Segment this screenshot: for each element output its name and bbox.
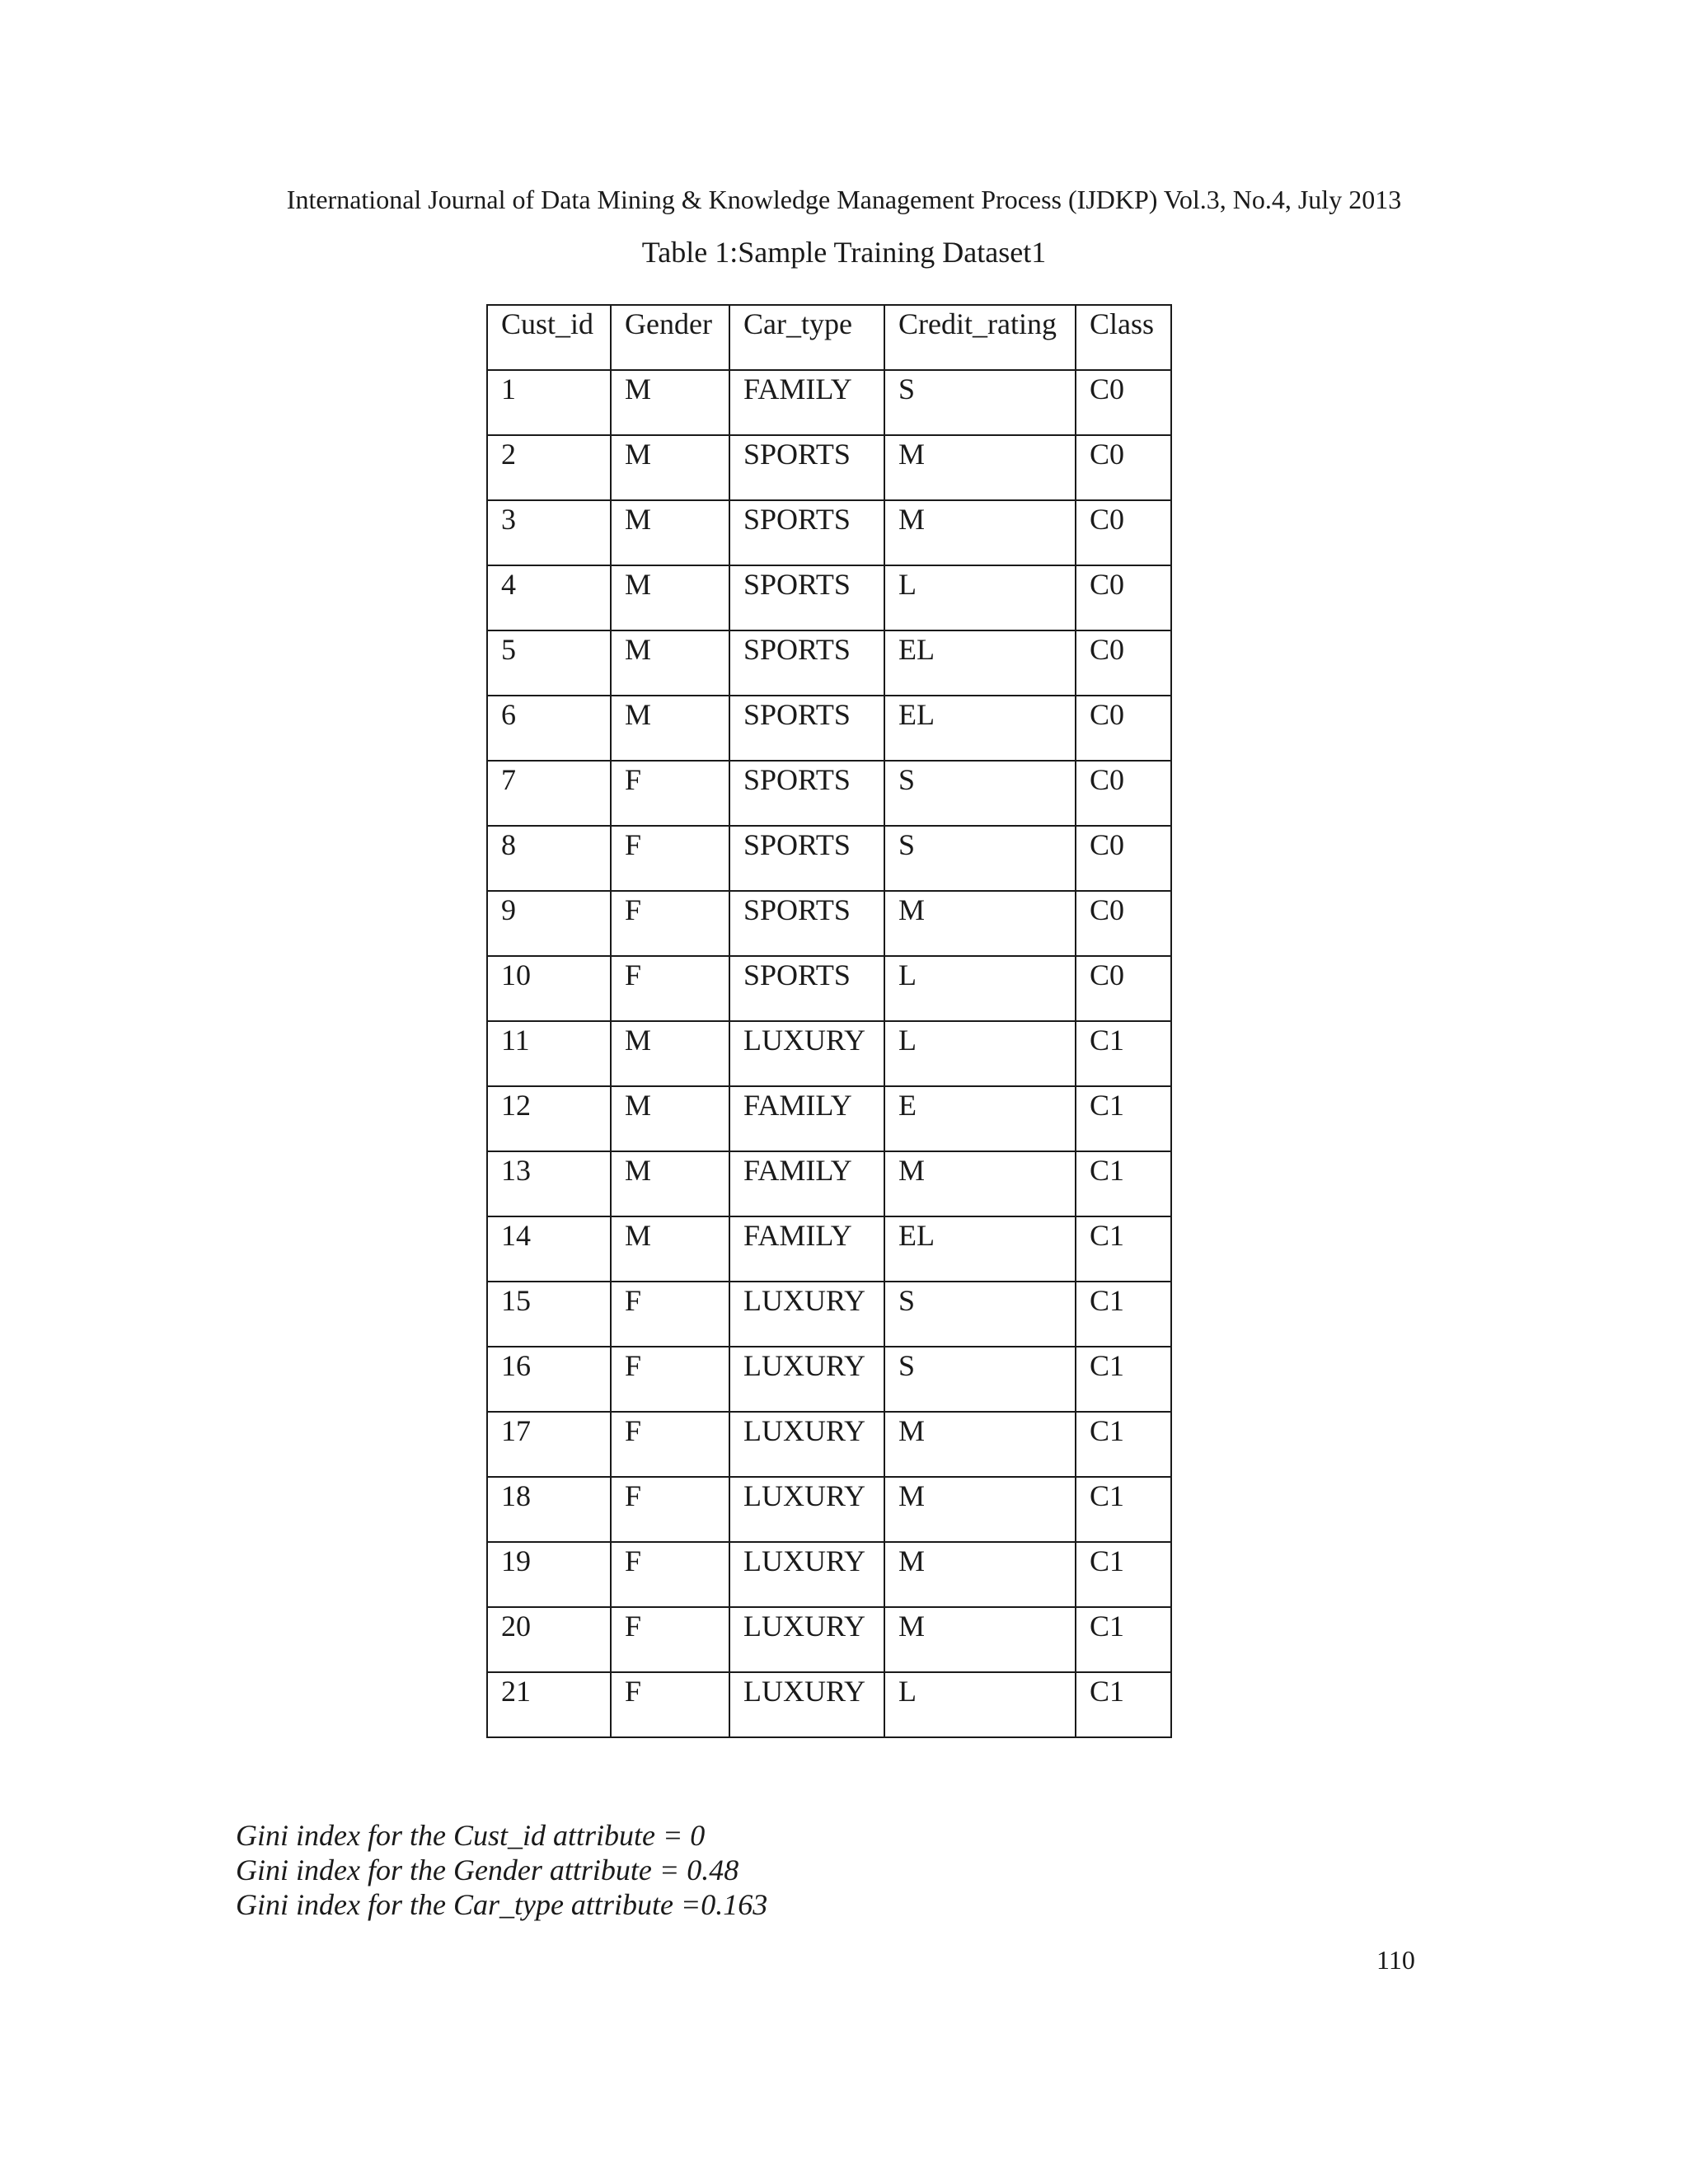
table-cell-gender: F (611, 891, 729, 956)
table-cell-credit-rating: M (884, 1607, 1076, 1672)
table-cell-cust-id: 1 (487, 370, 611, 435)
table-cell-credit-rating: L (884, 565, 1076, 630)
table-cell-class: C0 (1076, 761, 1171, 826)
table-cell-cust-id: 4 (487, 565, 611, 630)
table-cell-gender: M (611, 630, 729, 696)
gini-index-results (236, 1818, 767, 1922)
table-cell-car-type: LUXURY (729, 1477, 884, 1542)
table-row (487, 1216, 1171, 1282)
table-cell-credit-rating: EL (884, 630, 1076, 696)
table-cell-credit-rating: L (884, 1021, 1076, 1086)
table-cell-class: C1 (1076, 1542, 1171, 1607)
table-cell-cust-id: 20 (487, 1607, 611, 1672)
table-cell-gender: F (611, 1672, 729, 1737)
table-row (487, 1542, 1171, 1607)
table-cell-credit-rating: EL (884, 1216, 1076, 1282)
table-cell-class: C0 (1076, 826, 1171, 891)
table-cell-cust-id: 16 (487, 1347, 611, 1412)
table-cell-gender: F (611, 826, 729, 891)
table-cell-car-type: SPORTS (729, 630, 884, 696)
table-cell-credit-rating: S (884, 1282, 1076, 1347)
table-cell-cust-id: 18 (487, 1477, 611, 1542)
table-cell-class: C1 (1076, 1151, 1171, 1216)
table-row (487, 1607, 1171, 1672)
column-header-car-type: Car_type (729, 305, 884, 370)
table-cell-class: C1 (1076, 1086, 1171, 1151)
table-cell-gender: F (611, 956, 729, 1021)
table-cell-cust-id: 2 (487, 435, 611, 500)
page-number: 110 (1376, 1945, 1415, 1975)
table-cell-cust-id: 13 (487, 1151, 611, 1216)
table-cell-class: C0 (1076, 630, 1171, 696)
table-cell-car-type: SPORTS (729, 565, 884, 630)
table-cell-car-type: FAMILY (729, 370, 884, 435)
table-cell-gender: F (611, 1477, 729, 1542)
table-row (487, 1412, 1171, 1477)
table-cell-credit-rating: M (884, 1542, 1076, 1607)
table-cell-gender: M (611, 370, 729, 435)
table-row (487, 435, 1171, 500)
table-cell-car-type: SPORTS (729, 696, 884, 761)
table-header-row (487, 305, 1171, 370)
table-cell-car-type: LUXURY (729, 1282, 884, 1347)
table-cell-gender: M (611, 435, 729, 500)
table-cell-gender: F (611, 1607, 729, 1672)
table-cell-car-type: SPORTS (729, 826, 884, 891)
table-row (487, 1672, 1171, 1737)
column-header-class: Class (1076, 305, 1171, 370)
table-caption: Table 1:Sample Training Dataset1 (641, 236, 1047, 269)
table-cell-credit-rating: S (884, 1347, 1076, 1412)
table-cell-class: C1 (1076, 1477, 1171, 1542)
table-cell-gender: M (611, 696, 729, 761)
table-cell-credit-rating: M (884, 1412, 1076, 1477)
table-cell-cust-id: 21 (487, 1672, 611, 1737)
table-row (487, 1086, 1171, 1151)
table-cell-cust-id: 6 (487, 696, 611, 761)
table-cell-cust-id: 5 (487, 630, 611, 696)
table-row (487, 1151, 1171, 1216)
table-cell-credit-rating: L (884, 956, 1076, 1021)
table-cell-credit-rating: S (884, 761, 1076, 826)
table-cell-gender: M (611, 1216, 729, 1282)
table-cell-gender: M (611, 565, 729, 630)
table-row (487, 761, 1171, 826)
table-cell-car-type: FAMILY (729, 1216, 884, 1282)
table-row (487, 826, 1171, 891)
table-row (487, 956, 1171, 1021)
table-cell-credit-rating: S (884, 826, 1076, 891)
table-cell-class: C0 (1076, 956, 1171, 1021)
table-cell-gender: M (611, 500, 729, 565)
table-cell-gender: M (611, 1086, 729, 1151)
gini-index-line: Gini index for the Car_type attribute =0.163 (236, 1888, 768, 1921)
column-header-gender: Gender (611, 305, 729, 370)
column-header-cust-id: Cust_id (487, 305, 611, 370)
table-cell-class: C0 (1076, 500, 1171, 565)
table-cell-cust-id: 9 (487, 891, 611, 956)
table-cell-cust-id: 15 (487, 1282, 611, 1347)
table-row (487, 696, 1171, 761)
training-dataset-table (486, 304, 1172, 1738)
table-cell-car-type: SPORTS (729, 956, 884, 1021)
table-cell-gender: M (611, 1151, 729, 1216)
gini-index-line: Gini index for the Gender attribute = 0.48 (236, 1854, 739, 1886)
table-cell-class: C1 (1076, 1347, 1171, 1412)
table-cell-car-type: FAMILY (729, 1151, 884, 1216)
table-row (487, 1347, 1171, 1412)
table-cell-car-type: SPORTS (729, 500, 884, 565)
table-row (487, 500, 1171, 565)
table-cell-class: C0 (1076, 370, 1171, 435)
table-cell-car-type: LUXURY (729, 1021, 884, 1086)
table-cell-car-type: LUXURY (729, 1672, 884, 1737)
table-cell-cust-id: 8 (487, 826, 611, 891)
table-cell-car-type: SPORTS (729, 435, 884, 500)
table-cell-class: C1 (1076, 1412, 1171, 1477)
table-cell-class: C1 (1076, 1216, 1171, 1282)
table-cell-gender: F (611, 1282, 729, 1347)
table-cell-credit-rating: M (884, 1151, 1076, 1216)
table-cell-credit-rating: E (884, 1086, 1076, 1151)
table-row (487, 630, 1171, 696)
table-cell-cust-id: 7 (487, 761, 611, 826)
table-cell-cust-id: 17 (487, 1412, 611, 1477)
table-cell-cust-id: 11 (487, 1021, 611, 1086)
table-cell-cust-id: 10 (487, 956, 611, 1021)
table-body (487, 370, 1171, 1737)
table-cell-class: C1 (1076, 1607, 1171, 1672)
table-cell-class: C0 (1076, 565, 1171, 630)
table-cell-cust-id: 14 (487, 1216, 611, 1282)
table-cell-car-type: LUXURY (729, 1412, 884, 1477)
table-cell-credit-rating: S (884, 370, 1076, 435)
table-row (487, 565, 1171, 630)
table-cell-car-type: LUXURY (729, 1347, 884, 1412)
table-row (487, 1282, 1171, 1347)
table-cell-gender: F (611, 761, 729, 826)
table-cell-gender: F (611, 1347, 729, 1412)
table-row (487, 891, 1171, 956)
table-row (487, 370, 1171, 435)
table-cell-credit-rating: M (884, 1477, 1076, 1542)
table-cell-class: C1 (1076, 1672, 1171, 1737)
table-cell-class: C1 (1076, 1021, 1171, 1086)
table-cell-gender: F (611, 1412, 729, 1477)
running-header: International Journal of Data Mining & Knowledge Management Process (IJDKP) Vol.3, No.4, July 2013 (286, 185, 1402, 214)
table-cell-cust-id: 19 (487, 1542, 611, 1607)
table-cell-class: C1 (1076, 1282, 1171, 1347)
table-cell-car-type: FAMILY (729, 1086, 884, 1151)
table-cell-credit-rating: M (884, 891, 1076, 956)
table-cell-car-type: LUXURY (729, 1542, 884, 1607)
table-cell-credit-rating: L (884, 1672, 1076, 1737)
table-cell-car-type: LUXURY (729, 1607, 884, 1672)
gini-index-line: Gini index for the Cust_id attribute = 0 (236, 1819, 706, 1852)
table-cell-credit-rating: EL (884, 696, 1076, 761)
table-cell-class: C0 (1076, 435, 1171, 500)
table-cell-cust-id: 12 (487, 1086, 611, 1151)
table-header (487, 305, 1171, 370)
table-cell-cust-id: 3 (487, 500, 611, 565)
table-cell-class: C0 (1076, 891, 1171, 956)
table-cell-credit-rating: M (884, 500, 1076, 565)
column-header-credit-rating: Credit_rating (884, 305, 1076, 370)
table-cell-gender: M (611, 1021, 729, 1086)
table-row (487, 1021, 1171, 1086)
table-cell-credit-rating: M (884, 435, 1076, 500)
table-row (487, 1477, 1171, 1542)
table-cell-car-type: SPORTS (729, 891, 884, 956)
table-cell-class: C0 (1076, 696, 1171, 761)
table-cell-car-type: SPORTS (729, 761, 884, 826)
table-cell-gender: F (611, 1542, 729, 1607)
